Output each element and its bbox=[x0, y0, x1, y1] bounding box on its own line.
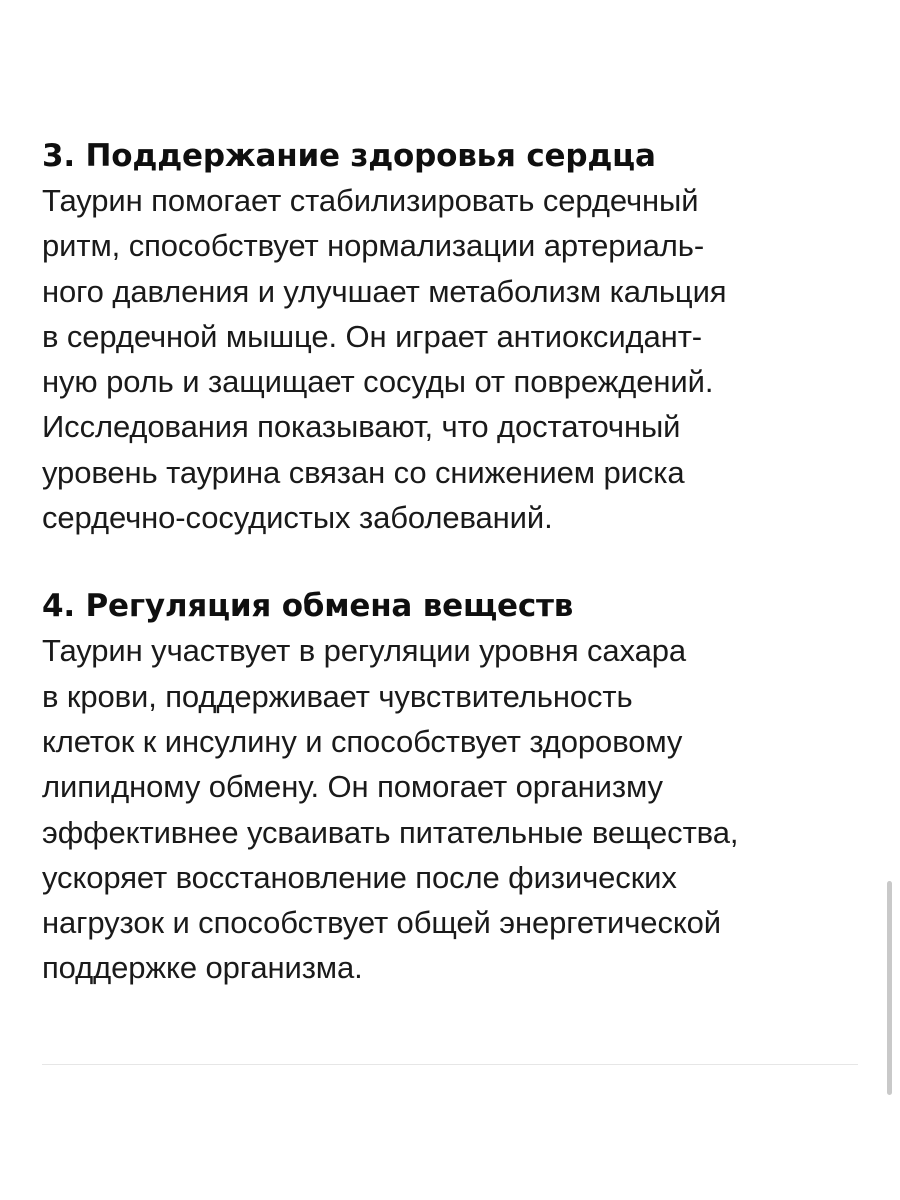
paragraph-line: в крови, поддерживает чувствительность bbox=[42, 678, 633, 714]
section-heart-health bbox=[42, 134, 862, 540]
paragraph-line: сердечно-сосудистых заболеваний. bbox=[42, 500, 553, 536]
paragraph-line: поддержке организма. bbox=[42, 950, 363, 986]
paragraph-line: Исследования показывают, что достаточный bbox=[42, 409, 681, 445]
paragraph-line: Таурин участвует в регуляции уровня сахара bbox=[42, 633, 687, 669]
paragraph-line: ную роль и защищает сосуды от повреждений. bbox=[42, 364, 714, 400]
divider bbox=[42, 1064, 858, 1065]
paragraph-line: нагрузок и способствует общей энергетической bbox=[42, 905, 722, 941]
section-metabolism bbox=[42, 584, 862, 990]
section-paragraph bbox=[42, 628, 862, 990]
scrollbar[interactable] bbox=[887, 881, 892, 1095]
paragraph-line: уровень таурина связан со снижением риска bbox=[42, 454, 685, 490]
section-heading: 4. Регуляция обмена веществ bbox=[42, 588, 574, 625]
paragraph-line: ритм, способствует нормализации артериаль- bbox=[42, 228, 705, 264]
paragraph-line: липидному обмену. Он помогает организму bbox=[42, 769, 663, 805]
article-content bbox=[42, 134, 862, 991]
paragraph-line: ускоряет восстановление после физических bbox=[42, 859, 677, 895]
section-heading: 3. Поддержание здоровья сердца bbox=[42, 138, 656, 174]
paragraph-line: в сердечной мышце. Он играет антиоксидант- bbox=[42, 318, 703, 354]
paragraph-line: эффективнее усваивать питательные вещества, bbox=[42, 814, 739, 850]
section-paragraph bbox=[42, 178, 862, 540]
paragraph-line: ного давления и улучшает метаболизм кальция bbox=[42, 273, 727, 309]
paragraph-line: клеток к инсулину и способствует здоровому bbox=[42, 723, 683, 759]
paragraph-line: Таурин помогает стабилизировать сердечный bbox=[42, 183, 699, 218]
